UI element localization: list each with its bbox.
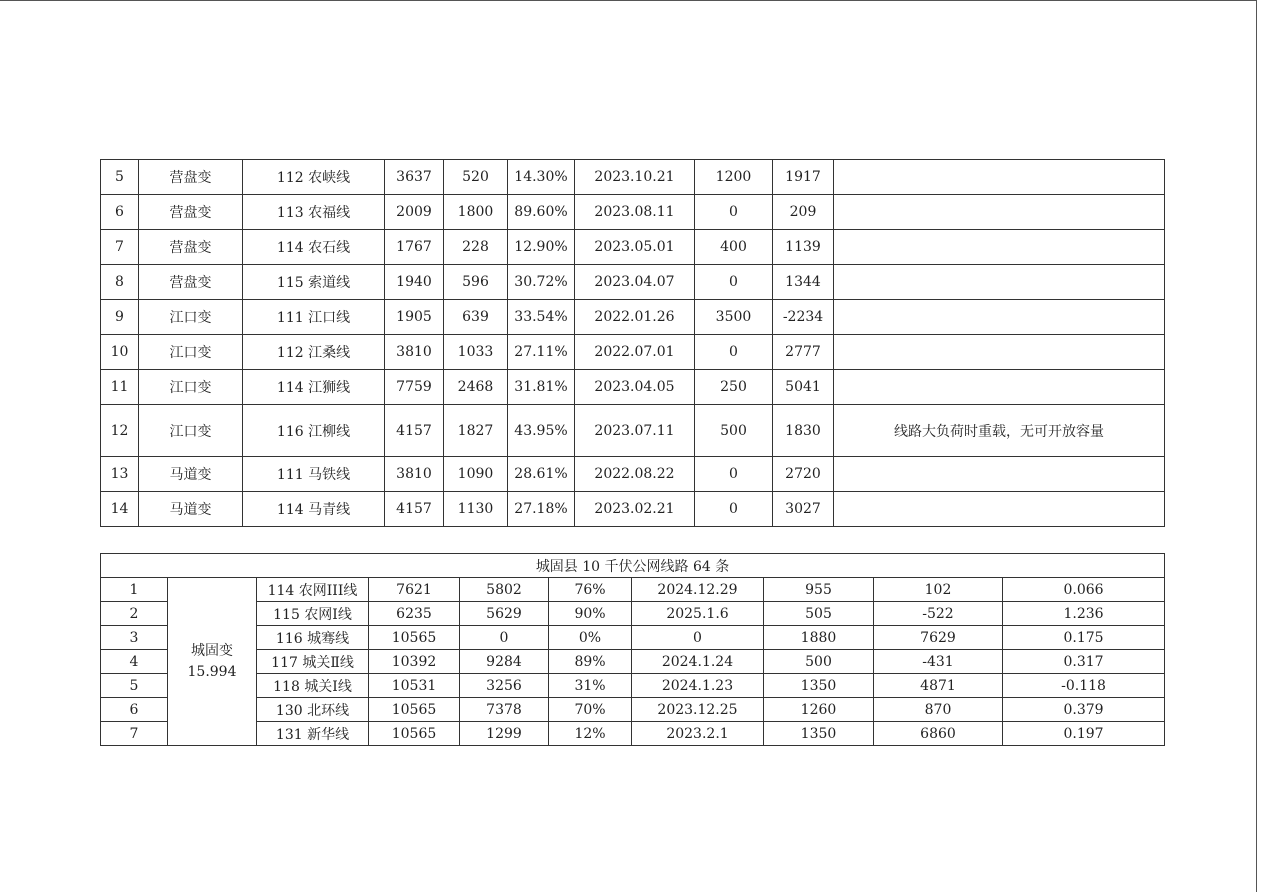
table-title: 城固县 10 千伏公网线路 64 条 (101, 554, 1165, 578)
load-value: 1090 (444, 457, 508, 492)
load-value: 1827 (444, 405, 508, 457)
substation-name: 营盘变 (139, 230, 243, 265)
row-number: 5 (101, 674, 168, 698)
table-row (101, 698, 1165, 722)
planned-value: 0 (695, 195, 773, 230)
row-number: 2 (101, 602, 168, 626)
line-name: 111 江口线 (243, 300, 385, 335)
page-right-border (1256, 0, 1257, 892)
table-row (101, 457, 1165, 492)
row-number: 12 (101, 405, 139, 457)
line-name: 114 江狮线 (243, 370, 385, 405)
row-number: 6 (101, 195, 139, 230)
row-number: 6 (101, 698, 168, 722)
remark (834, 230, 1165, 265)
remark (834, 300, 1165, 335)
table-row (101, 602, 1165, 626)
table-a-body (101, 160, 1165, 527)
line-name: 112 农峡线 (243, 160, 385, 195)
table-row (101, 578, 1165, 602)
remark: 线路大负荷时重载，无可开放容量 (834, 405, 1165, 457)
record-date: 2023.04.05 (575, 370, 695, 405)
available-value: 102 (874, 578, 1003, 602)
substation-name: 马道变 (139, 457, 243, 492)
record-date: 2023.05.01 (575, 230, 695, 265)
ratio-value: 0.317 (1003, 650, 1165, 674)
available-value: 3027 (773, 492, 834, 527)
capacity-value: 10565 (369, 626, 460, 650)
available-value: 1139 (773, 230, 834, 265)
substation-name: 江口变 (139, 405, 243, 457)
load-value: 5629 (460, 602, 549, 626)
record-date: 2023.08.11 (575, 195, 695, 230)
planned-value: 400 (695, 230, 773, 265)
capacity-value: 1905 (385, 300, 444, 335)
row-number: 4 (101, 650, 168, 674)
line-name: 131 新华线 (257, 722, 369, 746)
table-row (101, 626, 1165, 650)
substation-name: 营盘变 (139, 265, 243, 300)
line-capacity-table-continued (100, 159, 1165, 527)
capacity-value: 10565 (369, 698, 460, 722)
planned-value: 0 (695, 492, 773, 527)
planned-value: 1350 (764, 722, 874, 746)
load-value: 2468 (444, 370, 508, 405)
line-name: 115 索道线 (243, 265, 385, 300)
table-row (101, 160, 1165, 195)
load-value: 520 (444, 160, 508, 195)
load-value: 3256 (460, 674, 549, 698)
row-number: 7 (101, 230, 139, 265)
available-value: 1830 (773, 405, 834, 457)
line-name: 113 农福线 (243, 195, 385, 230)
record-date: 2024.12.29 (632, 578, 764, 602)
substation-name: 马道变 (139, 492, 243, 527)
substation-name: 江口变 (139, 335, 243, 370)
record-date: 2024.1.24 (632, 650, 764, 674)
substation-name: 营盘变 (139, 195, 243, 230)
available-value: 1344 (773, 265, 834, 300)
planned-value: 955 (764, 578, 874, 602)
load-rate: 31.81% (508, 370, 575, 405)
planned-value: 250 (695, 370, 773, 405)
remark (834, 160, 1165, 195)
table-row (101, 650, 1165, 674)
record-date: 2022.01.26 (575, 300, 695, 335)
chenggu-line-table (100, 553, 1165, 746)
available-value: 4871 (874, 674, 1003, 698)
line-name: 114 马青线 (243, 492, 385, 527)
planned-value: 0 (695, 335, 773, 370)
table-row (101, 195, 1165, 230)
load-value: 5802 (460, 578, 549, 602)
capacity-value: 10531 (369, 674, 460, 698)
load-value: 0 (460, 626, 549, 650)
capacity-value: 1767 (385, 230, 444, 265)
load-rate: 0% (549, 626, 632, 650)
load-rate: 89% (549, 650, 632, 674)
table-row (101, 265, 1165, 300)
planned-value: 500 (695, 405, 773, 457)
available-value: -2234 (773, 300, 834, 335)
remark (834, 457, 1165, 492)
line-name: 130 北环线 (257, 698, 369, 722)
planned-value: 500 (764, 650, 874, 674)
load-value: 228 (444, 230, 508, 265)
available-value: 209 (773, 195, 834, 230)
substation-name: 城固变 (191, 642, 233, 659)
table-row (101, 230, 1165, 265)
record-date: 2022.07.01 (575, 335, 695, 370)
line-name: 115 农网Ⅰ线 (257, 602, 369, 626)
remark (834, 370, 1165, 405)
available-value: 870 (874, 698, 1003, 722)
row-number: 3 (101, 626, 168, 650)
planned-value: 505 (764, 602, 874, 626)
remark (834, 492, 1165, 527)
remark (834, 195, 1165, 230)
line-name: 111 马铁线 (243, 457, 385, 492)
page-top-border (0, 0, 1256, 1)
available-value: 2720 (773, 457, 834, 492)
load-value: 1033 (444, 335, 508, 370)
substation-cell (168, 578, 257, 746)
capacity-value: 3637 (385, 160, 444, 195)
ratio-value: 0.379 (1003, 698, 1165, 722)
load-rate: 76% (549, 578, 632, 602)
row-number: 9 (101, 300, 139, 335)
row-number: 10 (101, 335, 139, 370)
ratio-value: 0.197 (1003, 722, 1165, 746)
ratio-value: -0.118 (1003, 674, 1165, 698)
record-date: 2023.12.25 (632, 698, 764, 722)
table-title-row (101, 554, 1165, 578)
line-name: 116 江柳线 (243, 405, 385, 457)
available-value: 1917 (773, 160, 834, 195)
substation-name: 江口变 (139, 300, 243, 335)
load-rate: 31% (549, 674, 632, 698)
row-number: 5 (101, 160, 139, 195)
record-date: 2023.04.07 (575, 265, 695, 300)
load-rate: 12% (549, 722, 632, 746)
planned-value: 0 (695, 457, 773, 492)
load-rate: 43.95% (508, 405, 575, 457)
line-name: 116 城骞线 (257, 626, 369, 650)
load-value: 7378 (460, 698, 549, 722)
table-row (101, 370, 1165, 405)
load-rate: 90% (549, 602, 632, 626)
row-number: 8 (101, 265, 139, 300)
load-value: 1800 (444, 195, 508, 230)
row-number: 11 (101, 370, 139, 405)
load-value: 1130 (444, 492, 508, 527)
table-b-body (101, 554, 1165, 746)
line-name: 118 城关Ⅰ线 (257, 674, 369, 698)
record-date: 2023.07.11 (575, 405, 695, 457)
row-number: 13 (101, 457, 139, 492)
row-number: 7 (101, 722, 168, 746)
capacity-value: 7621 (369, 578, 460, 602)
record-date: 0 (632, 626, 764, 650)
load-value: 596 (444, 265, 508, 300)
remark (834, 265, 1165, 300)
table-row (101, 722, 1165, 746)
capacity-value: 3810 (385, 335, 444, 370)
load-rate: 89.60% (508, 195, 575, 230)
capacity-value: 4157 (385, 492, 444, 527)
table-row (101, 300, 1165, 335)
capacity-value: 7759 (385, 370, 444, 405)
capacity-value: 1940 (385, 265, 444, 300)
capacity-value: 4157 (385, 405, 444, 457)
table-row (101, 492, 1165, 527)
table-row (101, 405, 1165, 457)
planned-value: 1260 (764, 698, 874, 722)
load-value: 639 (444, 300, 508, 335)
line-name: 112 江桑线 (243, 335, 385, 370)
table-row (101, 674, 1165, 698)
record-date: 2024.1.23 (632, 674, 764, 698)
load-value: 9284 (460, 650, 549, 674)
capacity-value: 3810 (385, 457, 444, 492)
row-number: 1 (101, 578, 168, 602)
ratio-value: 1.236 (1003, 602, 1165, 626)
row-number: 14 (101, 492, 139, 527)
capacity-value: 10392 (369, 650, 460, 674)
record-date: 2023.10.21 (575, 160, 695, 195)
line-name: 117 城关Ⅱ线 (257, 650, 369, 674)
planned-value: 0 (695, 265, 773, 300)
table-row (101, 335, 1165, 370)
remark (834, 335, 1165, 370)
load-rate: 12.90% (508, 230, 575, 265)
capacity-value: 10565 (369, 722, 460, 746)
load-rate: 27.18% (508, 492, 575, 527)
available-value: 6860 (874, 722, 1003, 746)
record-date: 2025.1.6 (632, 602, 764, 626)
load-rate: 33.54% (508, 300, 575, 335)
load-value: 1299 (460, 722, 549, 746)
substation-value: 15.994 (187, 663, 237, 680)
planned-value: 1200 (695, 160, 773, 195)
available-value: 2777 (773, 335, 834, 370)
capacity-value: 2009 (385, 195, 444, 230)
record-date: 2023.2.1 (632, 722, 764, 746)
line-name: 114 农网III线 (257, 578, 369, 602)
record-date: 2022.08.22 (575, 457, 695, 492)
substation-name: 营盘变 (139, 160, 243, 195)
load-rate: 70% (549, 698, 632, 722)
load-rate: 14.30% (508, 160, 575, 195)
planned-value: 3500 (695, 300, 773, 335)
ratio-value: 0.175 (1003, 626, 1165, 650)
substation-name: 江口变 (139, 370, 243, 405)
planned-value: 1350 (764, 674, 874, 698)
available-value: 5041 (773, 370, 834, 405)
load-rate: 28.61% (508, 457, 575, 492)
record-date: 2023.02.21 (575, 492, 695, 527)
available-value: -522 (874, 602, 1003, 626)
capacity-value: 6235 (369, 602, 460, 626)
line-name: 114 农石线 (243, 230, 385, 265)
planned-value: 1880 (764, 626, 874, 650)
available-value: 7629 (874, 626, 1003, 650)
load-rate: 27.11% (508, 335, 575, 370)
load-rate: 30.72% (508, 265, 575, 300)
ratio-value: 0.066 (1003, 578, 1165, 602)
available-value: -431 (874, 650, 1003, 674)
